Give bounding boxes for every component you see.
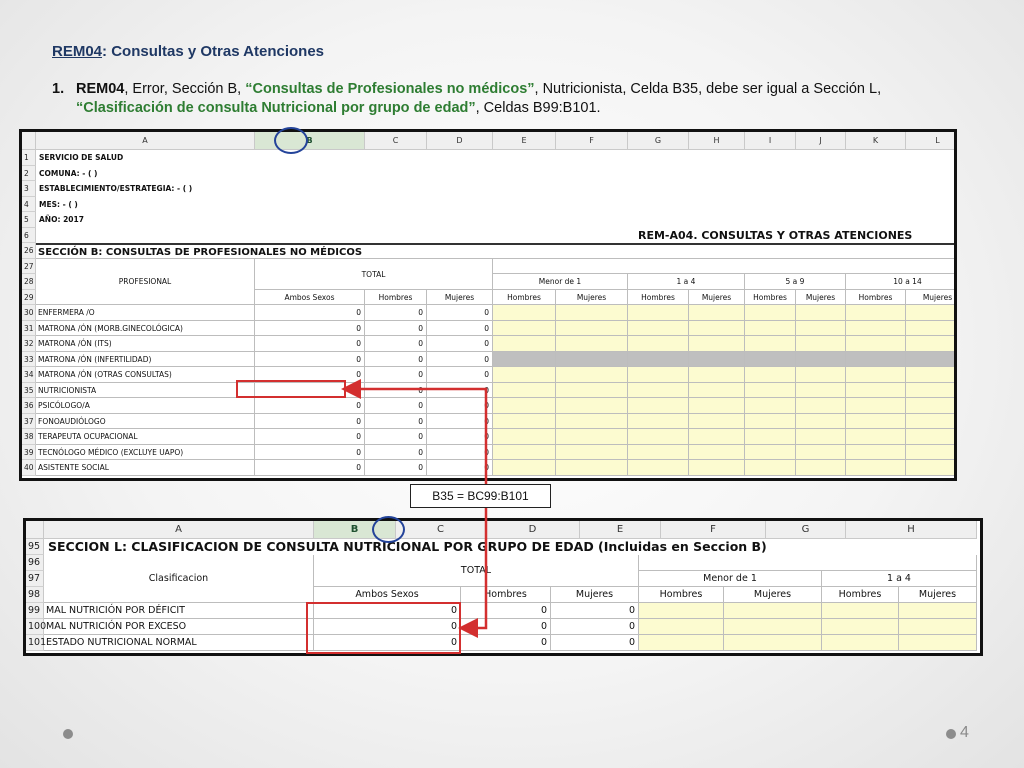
error-description xyxy=(52,80,952,118)
cell-ambos[interactable]: 0 xyxy=(314,635,461,651)
cell-hombres[interactable]: 0 xyxy=(365,414,427,430)
input-cell[interactable] xyxy=(745,321,796,337)
cell-hombres[interactable]: 0 xyxy=(461,619,551,635)
subcolumn-header: Ambos Sexos xyxy=(314,587,461,603)
column-header-l[interactable]: L xyxy=(906,132,957,150)
input-cell[interactable] xyxy=(493,367,556,383)
column-header-i[interactable]: I xyxy=(745,132,796,150)
input-cell[interactable] xyxy=(556,429,628,445)
row-label[interactable]: ESTADO NUTRICIONAL NORMAL xyxy=(44,635,314,651)
blank-header xyxy=(639,555,977,571)
row-number[interactable]: 99 xyxy=(26,603,44,619)
input-cell[interactable] xyxy=(822,635,899,651)
row-number[interactable]: 39 xyxy=(22,445,36,461)
input-cell[interactable] xyxy=(556,383,628,399)
input-cell[interactable] xyxy=(493,429,556,445)
input-cell[interactable] xyxy=(796,352,846,368)
section-l-title: SECCION L: CLASIFICACION DE CONSULTA NUTRICIONAL POR GRUPO DE EDAD (Incluidas en Seccion B) xyxy=(48,539,767,554)
input-cell[interactable] xyxy=(906,460,957,476)
cell-mujeres[interactable]: 0 xyxy=(427,429,493,445)
row-number[interactable]: 98 xyxy=(26,587,44,603)
input-cell[interactable] xyxy=(689,321,745,337)
input-cell[interactable] xyxy=(493,336,556,352)
spreadsheet-section-l xyxy=(23,518,983,656)
header-field: ESTABLECIMIENTO/ESTRATEGIA: - ( ) xyxy=(39,184,193,193)
input-cell[interactable] xyxy=(628,429,689,445)
column-header-d[interactable]: D xyxy=(486,521,580,539)
cell-mujeres[interactable]: 0 xyxy=(551,603,639,619)
input-cell[interactable] xyxy=(906,305,957,321)
column-header-b[interactable]: B xyxy=(255,132,365,150)
input-cell[interactable] xyxy=(846,336,906,352)
row-label[interactable]: MATRONA /ÓN (INFERTILIDAD) xyxy=(36,352,255,368)
input-cell[interactable] xyxy=(556,460,628,476)
item-quote-1: “Consultas de Profesionales no médicos” xyxy=(245,81,535,97)
cell-ambos[interactable]: 0 xyxy=(255,367,365,383)
age-group-header: Menor de 1 xyxy=(493,274,628,290)
cell-hombres[interactable]: 0 xyxy=(461,635,551,651)
input-cell[interactable] xyxy=(796,367,846,383)
cell-ambos[interactable]: 0 xyxy=(255,414,365,430)
input-cell[interactable] xyxy=(899,603,977,619)
subcolumn-header: Hombres xyxy=(822,587,899,603)
input-cell[interactable] xyxy=(745,414,796,430)
subcolumn-header: Hombres xyxy=(846,290,906,306)
input-cell[interactable] xyxy=(906,445,957,461)
subcolumn-header: Ambos Sexos xyxy=(255,290,365,306)
input-cell[interactable] xyxy=(689,352,745,368)
header-field: MES: - ( ) xyxy=(39,199,78,209)
row-number[interactable]: 33 xyxy=(22,352,36,368)
input-cell[interactable] xyxy=(846,429,906,445)
input-cell[interactable] xyxy=(556,398,628,414)
age-group-header: Menor de 1 xyxy=(639,571,822,587)
input-cell[interactable] xyxy=(639,619,724,635)
input-cell[interactable] xyxy=(639,603,724,619)
cell-ambos[interactable]: 0 xyxy=(255,398,365,414)
row-label[interactable]: FONOAUDIÓLOGO xyxy=(36,414,255,430)
subcolumn-header: Mujeres xyxy=(427,290,493,306)
item-text xyxy=(76,80,952,118)
column-header-k[interactable]: K xyxy=(846,132,906,150)
cell-ambos[interactable]: 0 xyxy=(255,445,365,461)
input-cell[interactable] xyxy=(846,367,906,383)
row-number[interactable]: 100 xyxy=(26,619,44,635)
input-cell[interactable] xyxy=(796,398,846,414)
column-header-e[interactable]: E xyxy=(493,132,556,150)
highlight-b35 xyxy=(236,380,346,398)
row-number[interactable]: 3 xyxy=(22,181,36,197)
cell-ambos[interactable]: 0 xyxy=(255,305,365,321)
input-cell[interactable] xyxy=(689,336,745,352)
cell-hombres[interactable]: 0 xyxy=(365,398,427,414)
column-header-c[interactable]: C xyxy=(365,132,427,150)
row-label[interactable]: ASISTENTE SOCIAL xyxy=(36,460,255,476)
input-cell[interactable] xyxy=(493,414,556,430)
heading-rest: : Consultas y Otras Atenciones xyxy=(102,43,325,60)
formula-callout: B35 = BC99:B101 xyxy=(410,484,551,508)
input-cell[interactable] xyxy=(556,336,628,352)
cell-ambos[interactable]: 0 xyxy=(255,336,365,352)
row-number[interactable]: 96 xyxy=(26,555,44,571)
subcolumn-header: Hombres xyxy=(461,587,551,603)
header-field: AÑO: 2017 xyxy=(39,215,84,224)
cell-ambos[interactable]: 0 xyxy=(255,352,365,368)
column-header-g[interactable]: G xyxy=(766,521,846,539)
row-number[interactable]: 27 xyxy=(22,259,36,275)
subcolumn-header: Hombres xyxy=(745,290,796,306)
input-cell[interactable] xyxy=(745,367,796,383)
input-cell[interactable] xyxy=(628,460,689,476)
heading-link[interactable]: REM04 xyxy=(52,43,103,60)
slide-heading xyxy=(52,43,324,60)
nav-dot-right-icon[interactable] xyxy=(946,729,956,739)
row-label[interactable]: ENFERMERA /O xyxy=(36,305,255,321)
input-cell[interactable] xyxy=(796,460,846,476)
input-cell[interactable] xyxy=(556,445,628,461)
input-cell[interactable] xyxy=(906,398,957,414)
cell-ambos[interactable]: 0 xyxy=(255,383,365,399)
input-cell[interactable] xyxy=(745,429,796,445)
input-cell[interactable] xyxy=(846,398,906,414)
input-cell[interactable] xyxy=(639,635,724,651)
input-cell[interactable] xyxy=(493,383,556,399)
column-header-b[interactable]: B xyxy=(314,521,396,539)
cell-mujeres[interactable]: 0 xyxy=(427,414,493,430)
input-cell[interactable] xyxy=(822,619,899,635)
input-cell[interactable] xyxy=(689,305,745,321)
subcolumn-header: Hombres xyxy=(365,290,427,306)
total-header: TOTAL xyxy=(314,555,639,587)
column-header-j[interactable]: J xyxy=(796,132,846,150)
row-number[interactable]: 26 xyxy=(22,243,36,259)
row-number[interactable]: 32 xyxy=(22,336,36,352)
input-cell[interactable] xyxy=(796,336,846,352)
input-cell[interactable] xyxy=(745,305,796,321)
spreadsheet-section-b xyxy=(19,129,957,481)
input-cell[interactable] xyxy=(628,336,689,352)
total-header: TOTAL xyxy=(255,259,493,290)
cell-hombres[interactable]: 0 xyxy=(365,336,427,352)
column-header-h[interactable]: H xyxy=(689,132,745,150)
input-cell[interactable] xyxy=(493,398,556,414)
input-cell[interactable] xyxy=(899,635,977,651)
input-cell[interactable] xyxy=(796,321,846,337)
input-cell[interactable] xyxy=(745,460,796,476)
cell-mujeres[interactable]: 0 xyxy=(427,367,493,383)
input-cell[interactable] xyxy=(906,367,957,383)
row-number[interactable]: 5 xyxy=(22,212,36,228)
input-cell[interactable] xyxy=(899,619,977,635)
row-number[interactable]: 38 xyxy=(22,429,36,445)
item-quote-2: “Clasificación de consulta Nutricional por grupo de edad” xyxy=(76,100,476,116)
cell-mujeres[interactable]: 0 xyxy=(427,321,493,337)
header-field: COMUNA: - ( ) xyxy=(39,168,98,178)
row-number[interactable]: 35 xyxy=(22,383,36,399)
column-header-f[interactable]: F xyxy=(661,521,766,539)
corner-cell xyxy=(26,521,44,539)
input-cell[interactable] xyxy=(745,398,796,414)
row-number[interactable]: 31 xyxy=(22,321,36,337)
cell-mujeres[interactable]: 0 xyxy=(427,336,493,352)
column-header-h[interactable]: H xyxy=(846,521,977,539)
column-header-a[interactable]: A xyxy=(36,132,255,150)
cell-hombres[interactable]: 0 xyxy=(365,383,427,399)
input-cell[interactable] xyxy=(906,321,957,337)
input-cell[interactable] xyxy=(846,383,906,399)
item-part-1: , Error, Sección B, xyxy=(124,81,246,97)
input-cell[interactable] xyxy=(628,305,689,321)
report-title: REM-A04. CONSULTAS Y OTRAS ATENCIONES xyxy=(638,228,913,242)
subcolumn-header: Mujeres xyxy=(899,587,977,603)
cell-mujeres[interactable]: 0 xyxy=(551,619,639,635)
input-cell[interactable] xyxy=(846,445,906,461)
cell-hombres[interactable]: 0 xyxy=(365,460,427,476)
subcolumn-header: Hombres xyxy=(628,290,689,306)
input-cell[interactable] xyxy=(628,383,689,399)
age-group-header: 1 a 4 xyxy=(628,274,745,290)
item-part-3: , Celdas B99:B101. xyxy=(475,100,601,116)
cell-hombres[interactable]: 0 xyxy=(365,429,427,445)
cell-mujeres[interactable]: 0 xyxy=(427,445,493,461)
item-part-2: , Nutricionista, Celda B35, debe ser igual a Sección L, xyxy=(534,81,882,97)
input-cell[interactable] xyxy=(846,321,906,337)
row-number[interactable]: 28 xyxy=(22,274,36,290)
input-cell[interactable] xyxy=(689,460,745,476)
cell-ambos[interactable]: 0 xyxy=(255,460,365,476)
row-number[interactable]: 36 xyxy=(22,398,36,414)
input-cell[interactable] xyxy=(556,321,628,337)
circle-column-b-bottom xyxy=(372,516,405,543)
age-group-header: 1 a 4 xyxy=(822,571,977,587)
input-cell[interactable] xyxy=(628,352,689,368)
input-cell[interactable] xyxy=(628,398,689,414)
row-number[interactable]: 97 xyxy=(26,571,44,587)
input-cell[interactable] xyxy=(493,445,556,461)
input-cell[interactable] xyxy=(846,352,906,368)
column-header-e[interactable]: E xyxy=(580,521,661,539)
page-number: 4 xyxy=(960,724,969,741)
row-number[interactable]: 1 xyxy=(22,150,36,166)
cell-mujeres[interactable]: 0 xyxy=(427,460,493,476)
subcolumn-header: Mujeres xyxy=(689,290,745,306)
column-header-f[interactable]: F xyxy=(556,132,628,150)
input-cell[interactable] xyxy=(556,352,628,368)
corner-cell xyxy=(22,132,36,150)
input-cell[interactable] xyxy=(745,445,796,461)
cell-ambos[interactable]: 0 xyxy=(255,321,365,337)
row-label[interactable]: PSICÓLOGO/A xyxy=(36,398,255,414)
input-cell[interactable] xyxy=(556,367,628,383)
cell-hombres[interactable]: 0 xyxy=(365,305,427,321)
input-cell[interactable] xyxy=(689,429,745,445)
row-label[interactable]: MATRONA /ÓN (MORB.GINECOLÓGICA) xyxy=(36,321,255,337)
cell-hombres[interactable]: 0 xyxy=(365,321,427,337)
input-cell[interactable] xyxy=(906,352,957,368)
column-header-c[interactable]: C xyxy=(396,521,486,539)
row-number[interactable]: 30 xyxy=(22,305,36,321)
column-header-d[interactable]: D xyxy=(427,132,493,150)
highlight-b99-b101 xyxy=(306,602,461,654)
input-cell[interactable] xyxy=(906,414,957,430)
row-label[interactable]: TECNÓLOGO MÉDICO (EXCLUYE UAPO) xyxy=(36,445,255,461)
cell-hombres[interactable]: 0 xyxy=(461,603,551,619)
item-number: 1. xyxy=(52,81,65,97)
row-number[interactable]: 95 xyxy=(26,539,44,555)
cell-mujeres[interactable]: 0 xyxy=(427,398,493,414)
row-number[interactable]: 34 xyxy=(22,367,36,383)
input-cell[interactable] xyxy=(689,414,745,430)
input-cell[interactable] xyxy=(556,305,628,321)
subcolumn-header: Hombres xyxy=(493,290,556,306)
cell-mujeres[interactable]: 0 xyxy=(427,305,493,321)
row-number[interactable]: 101 xyxy=(26,635,44,651)
input-cell[interactable] xyxy=(724,619,822,635)
input-cell[interactable] xyxy=(796,383,846,399)
cell-mujeres[interactable]: 0 xyxy=(427,383,493,399)
row-number[interactable]: 37 xyxy=(22,414,36,430)
input-cell[interactable] xyxy=(846,305,906,321)
input-cell[interactable] xyxy=(493,352,556,368)
cell-mujeres[interactable]: 0 xyxy=(551,635,639,651)
input-cell[interactable] xyxy=(796,445,846,461)
cell-ambos[interactable]: 0 xyxy=(314,619,461,635)
input-cell[interactable] xyxy=(796,414,846,430)
cell-hombres[interactable]: 0 xyxy=(365,352,427,368)
row-label[interactable]: MAL NUTRICIÓN POR DÉFICIT xyxy=(44,603,314,619)
input-cell[interactable] xyxy=(493,305,556,321)
row-label[interactable]: MATRONA /ÓN (OTRAS CONSULTAS) xyxy=(36,367,255,383)
input-cell[interactable] xyxy=(689,383,745,399)
cell-mujeres[interactable]: 0 xyxy=(427,352,493,368)
row-number[interactable]: 4 xyxy=(22,197,36,213)
input-cell[interactable] xyxy=(724,603,822,619)
input-cell[interactable] xyxy=(906,383,957,399)
input-cell[interactable] xyxy=(689,367,745,383)
input-cell[interactable] xyxy=(906,336,957,352)
item-rem: REM04 xyxy=(76,81,125,97)
subcolumn-header: Mujeres xyxy=(906,290,957,306)
cell-ambos[interactable]: 0 xyxy=(255,429,365,445)
header-field: SERVICIO DE SALUD xyxy=(39,153,124,162)
input-cell[interactable] xyxy=(689,445,745,461)
profesional-header: PROFESIONAL xyxy=(36,259,255,306)
subcolumn-header: Hombres xyxy=(639,587,724,603)
input-cell[interactable] xyxy=(689,398,745,414)
input-cell[interactable] xyxy=(906,429,957,445)
input-cell[interactable] xyxy=(628,321,689,337)
subcolumn-header: Mujeres xyxy=(724,587,822,603)
cell-ambos[interactable]: 0 xyxy=(314,603,461,619)
subcolumn-header: Mujeres xyxy=(551,587,639,603)
age-group-header: 5 a 9 xyxy=(745,274,846,290)
subcolumn-header: Mujeres xyxy=(796,290,846,306)
cell-hombres[interactable]: 0 xyxy=(365,445,427,461)
input-cell[interactable] xyxy=(493,460,556,476)
row-label[interactable]: NUTRICIONISTA xyxy=(36,383,255,399)
input-cell[interactable] xyxy=(796,429,846,445)
input-cell[interactable] xyxy=(724,635,822,651)
blank-header xyxy=(493,259,957,275)
input-cell[interactable] xyxy=(846,460,906,476)
row-label[interactable]: MAL NUTRICIÓN POR EXCESO xyxy=(44,619,314,635)
input-cell[interactable] xyxy=(846,414,906,430)
age-group-header: 10 a 14 xyxy=(846,274,957,290)
subcolumn-header: Mujeres xyxy=(556,290,628,306)
input-cell[interactable] xyxy=(745,336,796,352)
input-cell[interactable] xyxy=(628,367,689,383)
row-number[interactable]: 40 xyxy=(22,460,36,476)
row-number[interactable]: 29 xyxy=(22,290,36,306)
input-cell[interactable] xyxy=(796,305,846,321)
section-title: SECCIÓN B: CONSULTAS DE PROFESIONALES NO MÉDICOS xyxy=(36,243,957,259)
input-cell[interactable] xyxy=(745,352,796,368)
input-cell[interactable] xyxy=(628,445,689,461)
row-number[interactable]: 2 xyxy=(22,166,36,182)
input-cell[interactable] xyxy=(745,383,796,399)
input-cell[interactable] xyxy=(493,321,556,337)
input-cell[interactable] xyxy=(822,603,899,619)
cell-hombres[interactable]: 0 xyxy=(365,367,427,383)
input-cell[interactable] xyxy=(628,414,689,430)
row-label[interactable]: TERAPEUTA OCUPACIONAL xyxy=(36,429,255,445)
column-header-a[interactable]: A xyxy=(44,521,314,539)
column-header-g[interactable]: G xyxy=(628,132,689,150)
row-label[interactable]: MATRONA /ÓN (ITS) xyxy=(36,336,255,352)
circle-column-b-top xyxy=(274,127,308,154)
nav-dot-left-icon[interactable] xyxy=(63,729,73,739)
input-cell[interactable] xyxy=(556,414,628,430)
row-number[interactable]: 6 xyxy=(22,228,36,244)
clasificacion-header: Clasificacion xyxy=(44,555,314,603)
